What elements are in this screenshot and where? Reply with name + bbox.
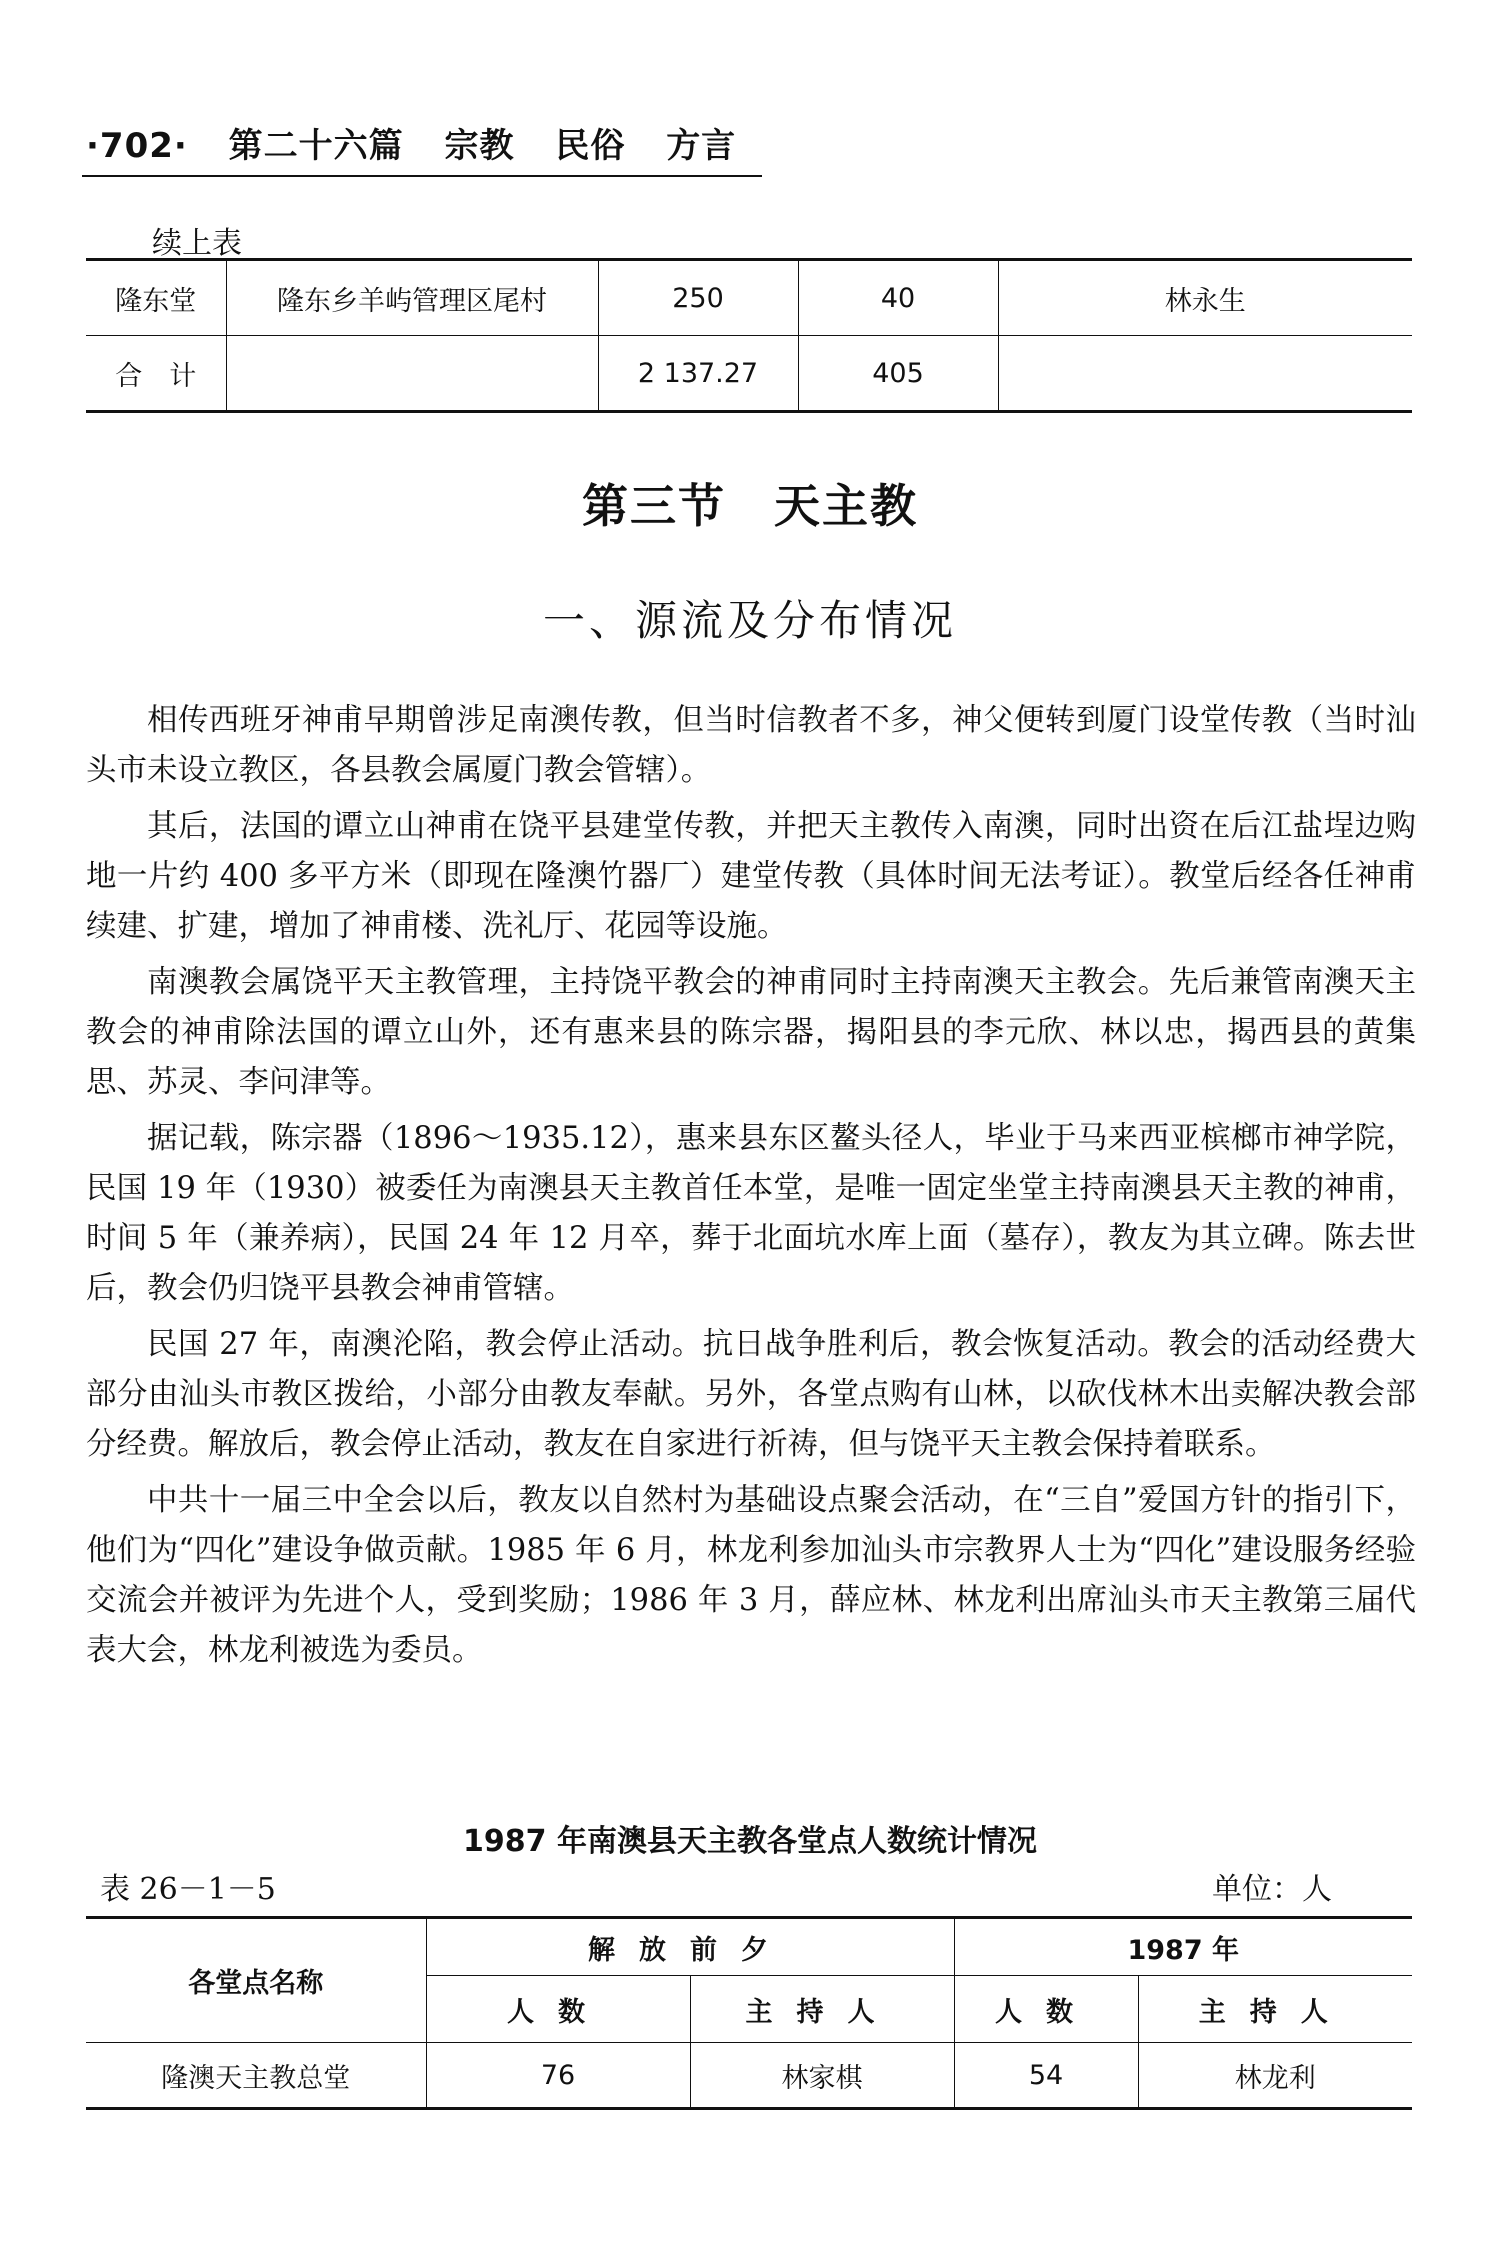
part-title: 第二十六篇 (228, 126, 404, 166)
table-cell (998, 336, 1412, 412)
paragraph: 中共十一届三中全会以后，教友以自然村为基础设点聚会活动，在“三自”爱国方针的指引下，他们为“四化”建设争做贡献。1985 年 6 月，林龙利参加汕头市宗教界人士为“四化”建设服务经验交流会并被评为先进个人，受到奖励；1986 年 3 月，薛应林、林龙利出席汕头市天主教第三届代表大会，林龙利被选为委员。 (86, 1483, 1416, 1668)
page-number: ·702· (86, 126, 188, 166)
continued-table (86, 258, 1412, 413)
paragraph: 据记载，陈宗器（1896～1935.12），惠来县东区鳌头径人，毕业于马来西亚槟榔市神学院，民国 19 年（1930）被委任为南澳县天主教首任本堂，是唯一固定坐堂主持南澳县天主教的神甫，时间 5 年（兼养病），民国 24 年 12 月卒，葬于北面坑水库上面（墓存），教友为其立碑。陈去世后，教会仍归饶平县教会神甫管辖。 (86, 1121, 1416, 1306)
continued-table-label: 续上表 (152, 226, 242, 261)
subsection-title: 一、源流及分布情况 (542, 596, 957, 645)
table-row (86, 260, 1412, 336)
table-header-cell: 主持人 (1138, 1976, 1412, 2043)
table-cell: 林家棋 (690, 2043, 954, 2109)
table-title: 1987 年南澳县天主教各堂点人数统计情况 (463, 1824, 1037, 1859)
table-cell: 54 (954, 2043, 1138, 2109)
table-cell: 隆澳天主教总堂 (161, 2062, 351, 2094)
part-topic: 方言 (666, 126, 737, 166)
table-header-cell: 主持人 (690, 1976, 954, 2043)
body-text (86, 696, 1416, 1682)
table-group-header: 1987 年 (954, 1918, 1412, 1976)
paragraph: 其后，法国的谭立山神甫在饶平县建堂传教，并把天主教传入南澳，同时出资在后江盐埕边购地一片约 400 多平方米（即现在隆澳竹器厂）建堂传教（具体时间无法考证）。教堂后经各任神甫续建、扩建，增加了神甫楼、洗礼厅、花园等设施。 (86, 809, 1416, 944)
paragraph: 民国 27 年，南澳沦陷，教会停止活动。抗日战争胜利后，教会恢复活动。教会的活动经费大部分由汕头市教区拨给，小部分由教友奉献。另外，各堂点购有山林，以砍伐林木出卖解决教会部分经费。解放后，教会停止活动，教友在自家进行祈祷，但与饶平天主教会保持着联系。 (86, 1327, 1416, 1462)
table-number: 表 26－1－5 (100, 1872, 276, 1907)
paragraph: 相传西班牙神甫早期曾涉足南澳传教，但当时信教者不多，神父便转到厦门设堂传教（当时汕头市未设立教区，各县教会属厦门教会管辖）。 (86, 703, 1416, 788)
table-cell: 林龙利 (1138, 2043, 1412, 2109)
table-cell (226, 336, 598, 412)
table-cell: 40 (798, 260, 998, 336)
table-header-cell: 人数 (426, 1976, 690, 2043)
part-topic: 民俗 (555, 126, 626, 166)
table-cell: 林永生 (998, 260, 1412, 336)
table-unit: 单位：人 (1212, 1872, 1332, 1907)
stats-table (86, 1916, 1412, 2110)
table-cell: 隆东堂 (86, 260, 226, 336)
table-header-cell: 各堂点名称 (86, 1918, 426, 2043)
part-topic: 宗教 (444, 126, 515, 166)
table-cell: 隆东乡羊屿管理区尾村 (226, 260, 598, 336)
page-header (86, 118, 766, 167)
table-row (86, 336, 1412, 412)
paragraph: 南澳教会属饶平天主教管理，主持饶平教会的神甫同时主持南澳天主教会。先后兼管南澳天主教会的神甫除法国的谭立山外，还有惠来县的陈宗器，揭阳县的李元欣、林以忠，揭西县的黄集思、苏灵、李问津等。 (86, 965, 1416, 1100)
header-rule (82, 175, 762, 177)
table-cell: 76 (426, 2043, 690, 2109)
table-cell: 合 计 (115, 360, 197, 392)
table-group-header: 解放前夕 (426, 1918, 954, 1976)
table-cell: 405 (798, 336, 998, 412)
table-header-row (86, 1918, 1412, 1976)
section-title: 第三节 天主教 (582, 479, 918, 533)
table-header-cell: 人数 (954, 1976, 1138, 2043)
table-cell: 2 137.27 (598, 336, 798, 412)
table-row (86, 2043, 1412, 2109)
table-cell: 250 (598, 260, 798, 336)
